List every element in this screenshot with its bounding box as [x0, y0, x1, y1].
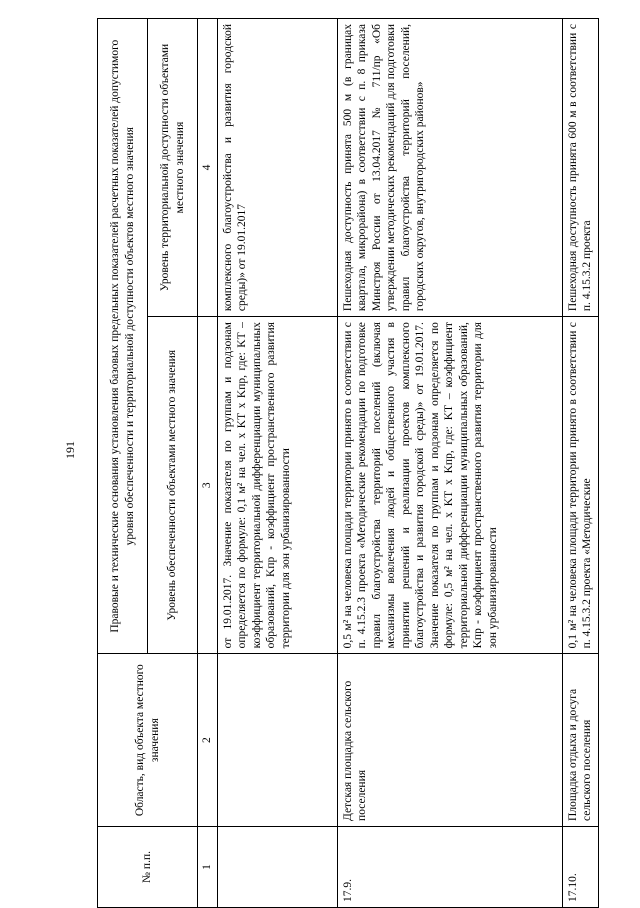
row-number: 17.10.: [562, 826, 598, 907]
table-row: [337, 19, 562, 908]
standards-table: [97, 18, 599, 908]
row-supply: 0,5 м² на человека площади территории принято в соответствии с п. 4.15.2.3 проекта «Методические рекомендации по подготовке правил благоустройства территорий поселений (включая механизмы вовлечения людей и общественного участия в принятии решений и реализации проектов комплексного благоустройства и развития городской среды)» от 19.01.2017. Значение показателя по группам и подзонам определяется по формуле: 0,5 м² на чел. х KТ х Kпр, где: KТ – коэффициент территориальной дифференциации муниципальных образований, Kпр - коэффициент пространственного развития территории для зон урбанизированности: [337, 317, 562, 654]
row-area: [217, 654, 337, 827]
row-supply: 0,1 м² на человека площади территории принято в соответствии с п. 4.15.3.2 проекта «Методические: [562, 317, 598, 654]
column-number-4: 4: [198, 19, 218, 317]
column-number-2: 2: [198, 654, 218, 827]
rotated-table-area: [97, 18, 593, 908]
row-access: Пешеходная доступность принята 600 м в соответствии с п. 4.15.3.2 проекта: [562, 19, 598, 317]
row-access: комплексного благоустройства и развития городской среды)» от 19.01.2017: [217, 19, 337, 317]
header-number: № п.п.: [98, 826, 198, 907]
row-area: Площадка отдыха и досуга сельского поселения: [562, 654, 598, 827]
header-area: Область, вид объекта местного значения: [98, 654, 198, 827]
row-supply: от 19.01.2017. Значение показателя по группам и подзонам определяется по формуле: 0,1 м² на чел. х KТ х Kпр, где: KТ – коэффициент территориальной дифференциации муниципальных образований, Kпр - коэффициент пространственного развития территории для зон урбанизированности: [217, 317, 337, 654]
page-number: 191: [63, 441, 77, 459]
header-group: Правовые и технические основания установления базовых предельных показателей расчетных показателей допустимого уровня обеспеченности и территориальной доступности объектов местного значения: [98, 19, 148, 654]
column-number-1: 1: [198, 826, 218, 907]
row-number: 17.9.: [337, 826, 562, 907]
row-number: [217, 826, 337, 907]
header-supply: Уровень обеспеченности объектами местного значения: [148, 317, 198, 654]
table-row: [562, 19, 598, 908]
table-container: [97, 18, 593, 908]
header-access: Уровень территориальной доступности объектами местного значения: [148, 19, 198, 317]
row-access: Пешеходная доступность принята 500 м (в границах квартала, микрорайона) в соответствии с п. 8 приказа Минстроя России от 13.04.2017 № 711/пр «Об утверждении методических рекомендаций для подготовки правил благоустройства территорий поселений, городских округов, внутригородских районов»: [337, 19, 562, 317]
table-row: [217, 19, 337, 908]
column-number-3: 3: [198, 317, 218, 654]
row-area: Детская площадка сельского поселения: [337, 654, 562, 827]
